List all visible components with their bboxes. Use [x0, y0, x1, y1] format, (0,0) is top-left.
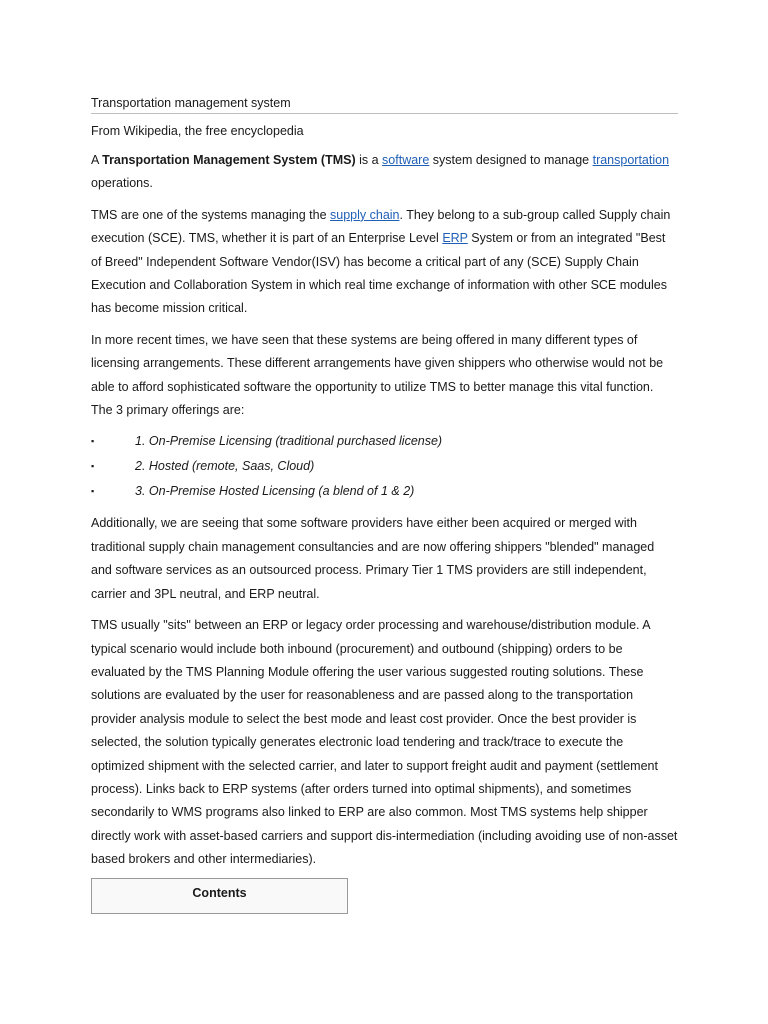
contents-label: Contents: [192, 885, 247, 900]
intro-text-3: system designed to manage: [429, 153, 593, 167]
providers-paragraph: Additionally, we are seeing that some software providers have either been acquired or merged with traditional supply chain management consultancies and are now offering shippers "blended" managed and software services as an outsourced process. Primary Tier 1 TMS providers are still independent, carrier and 3PL neutral, and ERP neutral.: [91, 516, 655, 601]
page-title: Transportation management system: [91, 94, 678, 114]
bullet-icon: ▪: [91, 486, 95, 497]
offerings-list: [91, 429, 678, 504]
link-supply-chain[interactable]: supply chain: [330, 207, 400, 222]
link-transportation[interactable]: transportation: [592, 153, 670, 167]
document-page: [91, 94, 678, 914]
licensing-paragraph: In more recent times, we have seen that these systems are being offered in many different types of licensing arrangements. These different arrangements have given shippers who otherwise would not be able to afford sophisticated software the opportunity to utilize TMS to better manage this vital function. The 3 primary offerings are:: [91, 332, 664, 418]
list-item: [91, 454, 678, 479]
offering-2: 2. Hosted (remote, Saas, Cloud): [135, 459, 315, 474]
contents-box[interactable]: [91, 878, 348, 914]
offering-3: 3. On-Premise Hosted Licensing (a blend of 1 & 2): [135, 484, 415, 499]
intro-bold-term: Transportation Management System (TMS): [102, 153, 356, 167]
sc-text-2: . They belong to a sub-group called Supply chain execution (SCE). TMS, whether it is part of an Enterprise Level: [91, 207, 671, 246]
link-software[interactable]: software: [382, 153, 430, 167]
intro-paragraph: [91, 149, 678, 196]
sc-text-3: System or from an integrated "Best of Breed" Independent Software Vendor(ISV) has become a critical part of any (SCE) Supply Chain Execution and Collaboration System in which real time exchange of information with other SCE modules has become mission critical.: [91, 231, 667, 316]
list-item: [91, 479, 678, 504]
intro-text-4: operations.: [91, 176, 153, 191]
intro-text-2: is a: [355, 153, 383, 167]
offering-1: 1. On-Premise Licensing (traditional purchased license): [135, 434, 443, 449]
page-subtitle: From Wikipedia, the free encyclopedia: [91, 124, 304, 138]
supply-chain-paragraph: [91, 204, 678, 321]
bullet-icon: ▪: [91, 461, 95, 472]
intro-text-1: A: [91, 153, 103, 167]
workflow-paragraph: TMS usually "sits" between an ERP or legacy order processing and warehouse/distribution module. A typical scenario would include both inbound (procurement) and outbound (shipping) orders to be evaluated by the TMS Planning Module offering the user various suggested routing solutions. These solutions are evaluated by the user for reasonableness and are passed along to the transportation provider analysis module to select the best mode and least cost provider. Once the best provider is selected, the solution typically generates electronic load tendering and track/trace to execute the optimized shipment with the selected carrier, and later to support freight audit and payment (settlement process). Links back to ERP systems (after orders turned into optimal shipments), and sometimes secondarily to WMS programs also linked to ERP are also common. Most TMS systems help shipper directly work with asset-based carriers and support dis-intermediation (including avoiding use of non-asset based brokers and other intermediaries).: [91, 618, 678, 867]
list-item: [91, 429, 678, 454]
bullet-icon: ▪: [91, 436, 95, 447]
link-erp[interactable]: ERP: [442, 231, 468, 246]
sc-text-1: TMS are one of the systems managing the: [91, 207, 331, 222]
